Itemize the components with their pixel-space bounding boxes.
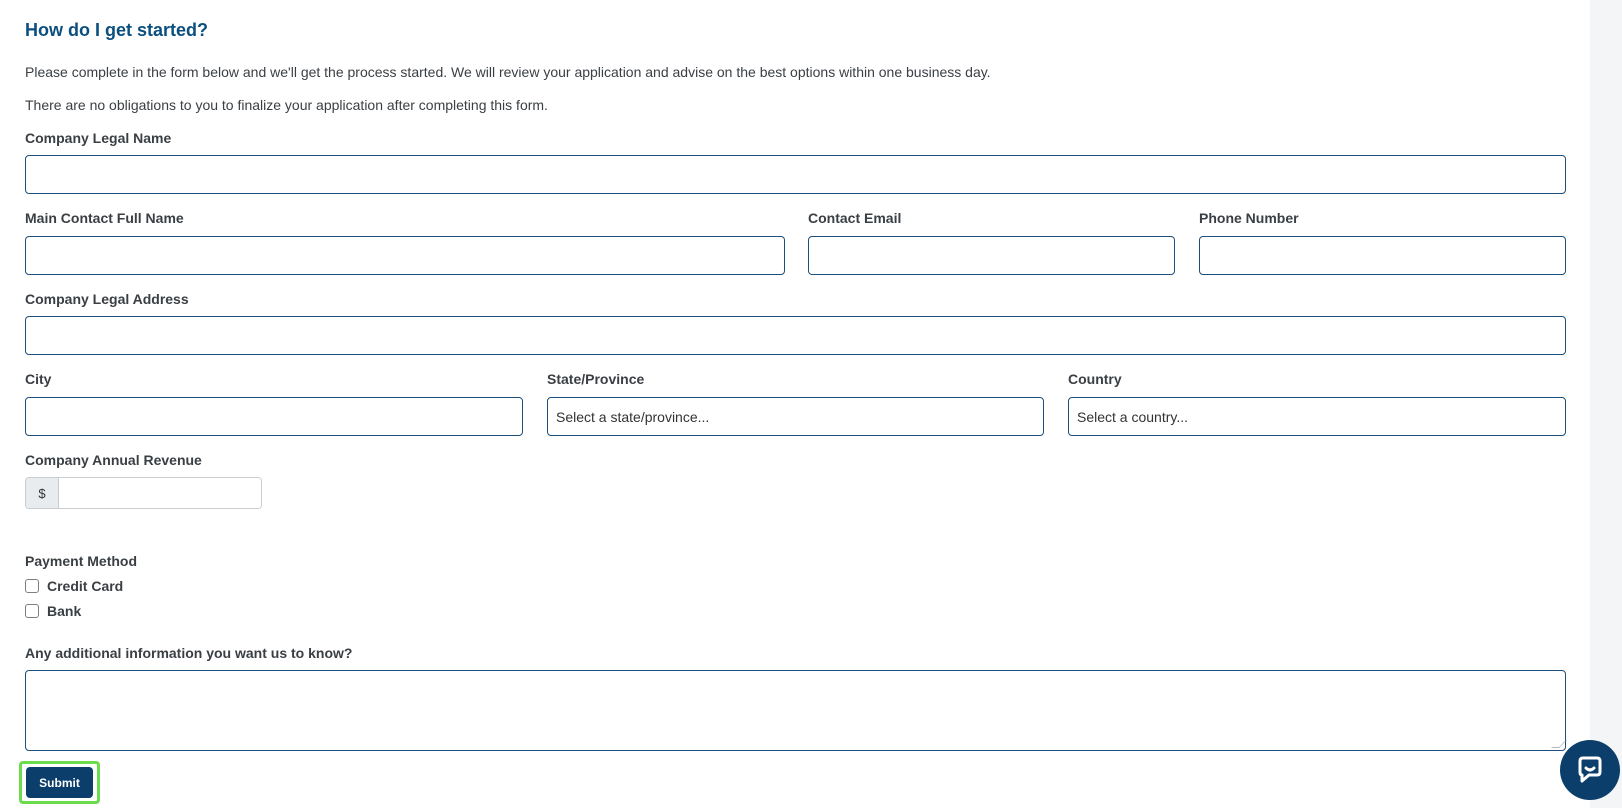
contact-email-input[interactable] bbox=[808, 236, 1175, 275]
city-field[interactable] bbox=[34, 398, 514, 435]
company-legal-name-input[interactable] bbox=[25, 155, 1566, 194]
state-province-label: State/Province bbox=[547, 371, 645, 387]
city-label: City bbox=[25, 371, 52, 387]
credit-card-checkbox[interactable] bbox=[25, 579, 39, 593]
bank-label: Bank bbox=[47, 603, 82, 619]
payment-option-credit-card[interactable] bbox=[25, 578, 123, 594]
submit-focus-ring bbox=[19, 761, 100, 804]
phone-number-label: Phone Number bbox=[1199, 210, 1299, 226]
country-select[interactable] bbox=[1068, 397, 1566, 436]
phone-number-field[interactable] bbox=[1208, 237, 1557, 274]
additional-info-textarea[interactable] bbox=[25, 670, 1566, 751]
company-legal-name-field[interactable] bbox=[34, 156, 1557, 193]
main-contact-label: Main Contact Full Name bbox=[25, 210, 184, 226]
resize-grip-icon[interactable] bbox=[1551, 740, 1567, 748]
main-contact-field[interactable] bbox=[34, 237, 776, 274]
chat-bubble-icon bbox=[1573, 753, 1607, 787]
state-province-selected: Select a state/province... bbox=[556, 408, 710, 425]
contact-email-field[interactable] bbox=[817, 237, 1166, 274]
annual-revenue-field[interactable] bbox=[59, 478, 261, 508]
payment-method-label: Payment Method bbox=[25, 553, 138, 569]
annual-revenue-input-group bbox=[25, 477, 262, 509]
page-title: How do I get started? bbox=[25, 20, 209, 40]
credit-card-label: Credit Card bbox=[47, 578, 124, 594]
payment-option-bank[interactable] bbox=[25, 603, 81, 619]
contact-email-label: Contact Email bbox=[808, 210, 902, 226]
city-input[interactable] bbox=[25, 397, 523, 436]
phone-number-input[interactable] bbox=[1199, 236, 1566, 275]
intro-disclaimer: There are no obligations to you to finalize your application after completing this form. bbox=[25, 97, 548, 113]
bank-checkbox[interactable] bbox=[25, 604, 39, 618]
company-legal-address-field[interactable] bbox=[34, 317, 1557, 354]
country-selected: Select a country... bbox=[1077, 408, 1189, 425]
company-legal-address-label: Company Legal Address bbox=[25, 291, 189, 307]
country-label: Country bbox=[1068, 371, 1122, 387]
state-province-select[interactable] bbox=[547, 397, 1044, 436]
main-contact-input[interactable] bbox=[25, 236, 785, 275]
page-scroll-gutter bbox=[1590, 0, 1622, 808]
company-legal-address-input[interactable] bbox=[25, 316, 1566, 355]
additional-info-label: Any additional information you want us to know? bbox=[25, 645, 353, 661]
company-legal-name-label: Company Legal Name bbox=[25, 130, 172, 146]
annual-revenue-label: Company Annual Revenue bbox=[25, 452, 202, 468]
chat-widget-button[interactable] bbox=[1560, 740, 1620, 800]
intro-text: Please complete in the form below and we'll get the process started. We will review your application and advise on the best options within one business day. bbox=[25, 64, 991, 80]
currency-prefix: $ bbox=[26, 478, 59, 508]
submit-button[interactable]: Submit bbox=[26, 767, 93, 798]
